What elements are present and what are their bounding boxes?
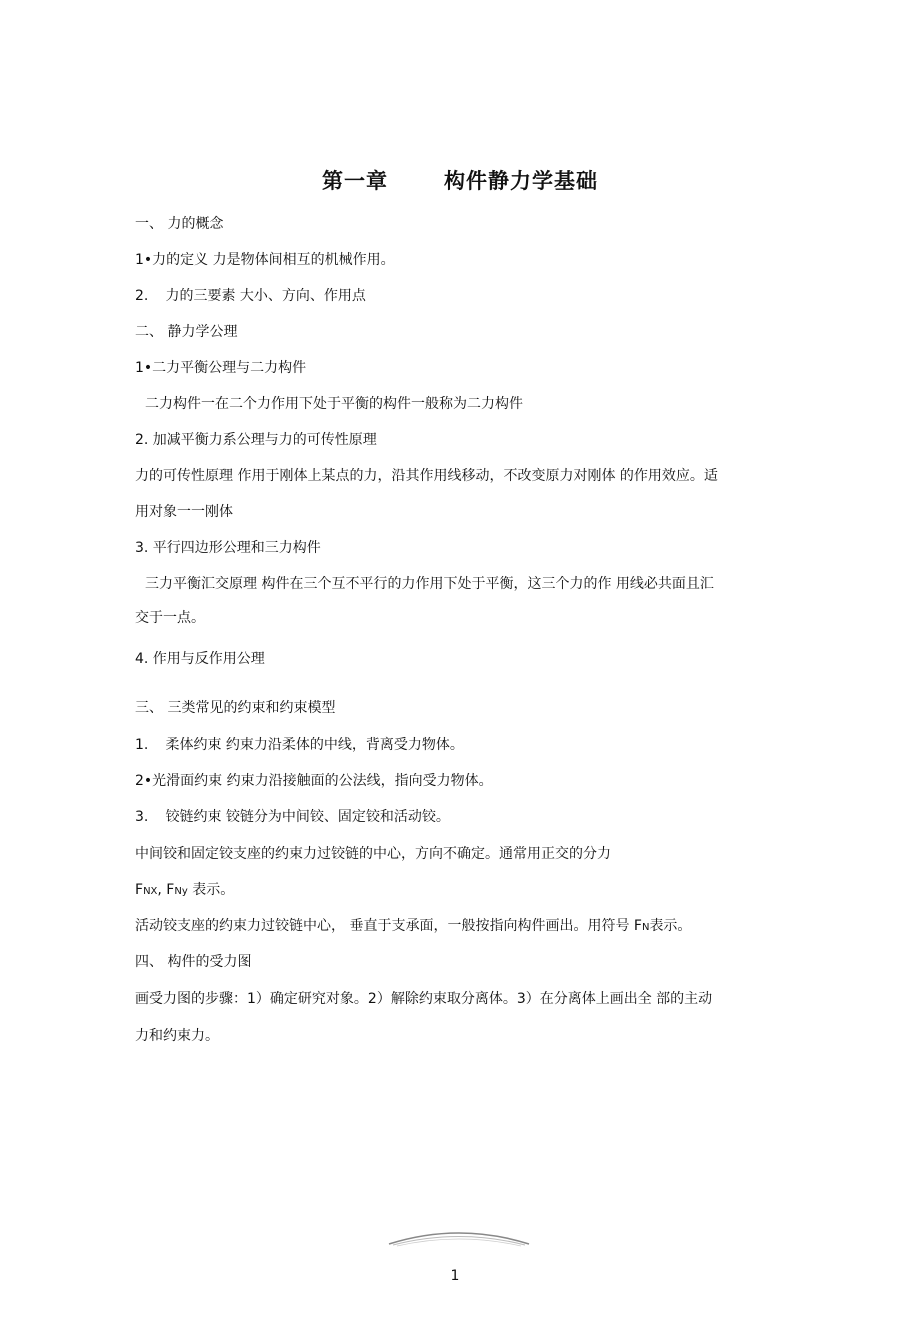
page-number: 1 xyxy=(450,1268,460,1284)
section-heading-4: 四、 构件的受力图 xyxy=(135,954,252,970)
paragraph-three-force-text: 三力平衡汇交原理 构件在三个互不平行的力作用下处于平衡，这三个力的作 用线必共面且汇 xyxy=(145,576,714,592)
section-heading-1: 一、 力的概念 xyxy=(135,216,224,232)
text-main: 活动铰支座的约束力过铰链中心， 垂直于支承面，一般按指向构件画出。用符号 F xyxy=(135,918,642,934)
text-suffix: 表示。 xyxy=(649,918,692,934)
paragraph-transmissibility-heading: 2. 加减平衡力系公理与力的可传性原理 xyxy=(135,432,377,448)
section-heading-2: 二、 静力学公理 xyxy=(135,324,238,340)
chapter-title xyxy=(0,165,920,195)
paragraph-transmissibility-scope: 用对象一一刚体 xyxy=(135,504,233,520)
paragraph-roller-support xyxy=(135,917,691,937)
paragraph-hinge-force: 中间铰和固定铰支座的约束力过铰链的中心，方向不确定。通常用正交的分力 xyxy=(135,846,611,862)
paragraph-hinge-constraint xyxy=(135,808,450,826)
paragraph-force-elements xyxy=(135,287,366,305)
subscript-n: N xyxy=(641,922,650,933)
item-text: 铰链约束 铰链分为中间铰、固定铰和活动铰。 xyxy=(165,809,450,825)
paragraph-two-force-axiom: 1•二力平衡公理与二力构件 xyxy=(135,360,307,376)
chapter-name: 构件静力学基础 xyxy=(444,169,598,193)
paragraph-transmissibility-text: 力的可传性原理 作用于刚体上某点的力，沿其作用线移动，不改变原力对刚体 的作用效应。适 xyxy=(135,468,718,484)
subscript-ny: Ny xyxy=(174,886,188,897)
item-text: 柔体约束 约束力沿柔体的中线，背离受力物体。 xyxy=(165,737,464,753)
item-text: 力的三要素 大小、方向、作用点 xyxy=(165,288,366,304)
paragraph-parallelogram-heading: 3. 平行四边形公理和三力构件 xyxy=(135,540,321,556)
paragraph-three-force-cont: 交于一点。 xyxy=(135,610,205,626)
paragraph-smooth-constraint: 2•光滑面约束 约束力沿接触面的公法线，指向受力物体。 xyxy=(135,773,493,789)
symbol-f: F xyxy=(135,882,144,898)
paragraph-free-body-cont: 力和约束力。 xyxy=(135,1028,219,1044)
text-suffix: 表示。 xyxy=(187,882,235,898)
paragraph-force-definition: 1•力的定义 力是物体间相互的机械作用。 xyxy=(135,252,395,268)
chapter-number: 第一章 xyxy=(322,169,388,193)
section-heading-3: 三、 三类常见的约束和约束模型 xyxy=(135,700,336,716)
paragraph-action-reaction: 4. 作用与反作用公理 xyxy=(135,651,265,667)
symbol-f: , F xyxy=(157,882,175,898)
item-number: 1. xyxy=(135,737,149,753)
footer-ornament-icon xyxy=(387,1226,531,1248)
paragraph-flexible-constraint xyxy=(135,736,464,754)
paragraph-two-force-member: 二力构件一在二个力作用下处于平衡的构件一般称为二力构件 xyxy=(145,396,523,412)
item-number: 2. xyxy=(135,288,149,304)
paragraph-hinge-components xyxy=(135,881,234,901)
item-number: 3. xyxy=(135,809,149,825)
paragraph-free-body-steps: 画受力图的步骤：1）确定研究对象。2）解除约束取分离体。3）在分离体上画出全 部的主动 xyxy=(135,991,713,1007)
subscript-nx: NX xyxy=(143,886,158,897)
